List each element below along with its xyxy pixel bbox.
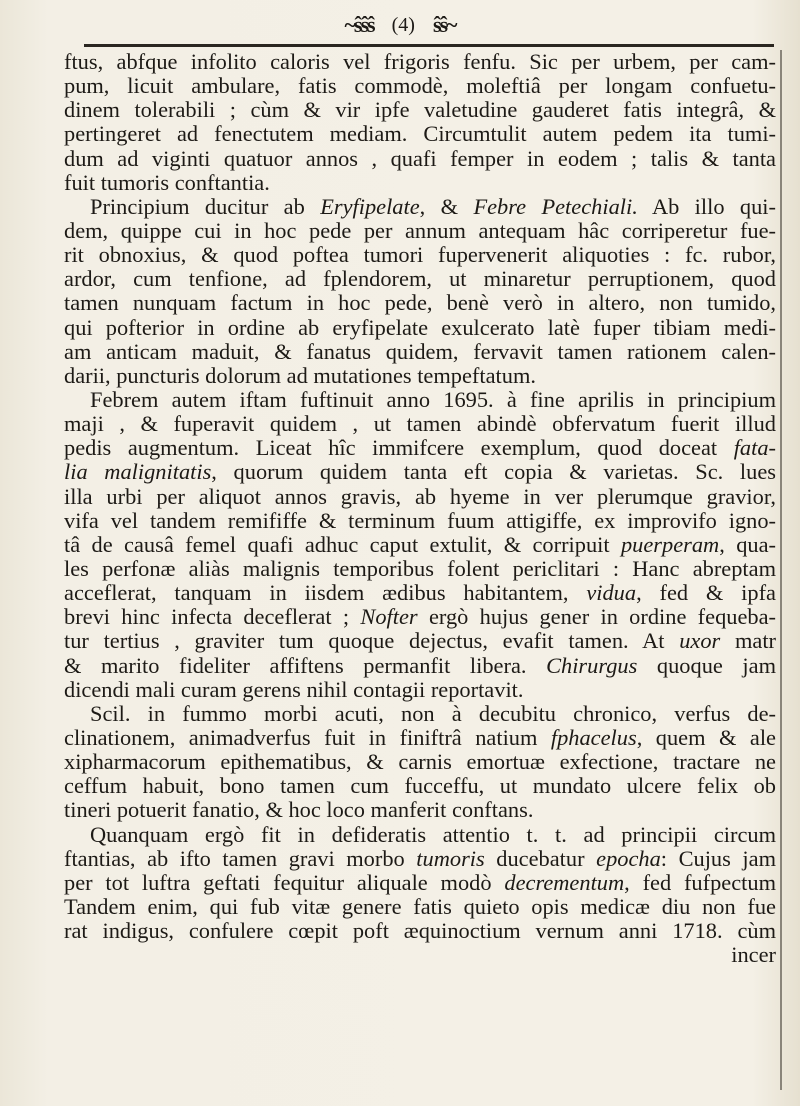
- text-run: Principium ducitur ab: [90, 193, 321, 219]
- text-line: [64, 702, 776, 726]
- italic-term: lia malignitatis: [64, 459, 212, 485]
- text-run: ftus, abfque infolito caloris vel frigoris fenfu. Sic per urbem, per cam-: [64, 49, 776, 74]
- header-rule: [84, 44, 774, 47]
- text-run: brevi hinc infecta deceflerat ;: [64, 604, 361, 630]
- italic-term: vidua: [586, 580, 637, 606]
- text-run: clinationem, animadverfus fuit in finiftrâ natium: [64, 724, 551, 750]
- text-run: rat indigus, confulere cœpit poft æquinoctium vernum anni 1718. cùm: [64, 918, 776, 944]
- text-run: acceflerat, tanquam in iisdem ædibus habitantem,: [64, 580, 587, 606]
- text-line: [64, 436, 776, 460]
- text-line: [64, 219, 776, 243]
- text-line: [64, 943, 776, 967]
- text-line: [64, 485, 776, 509]
- page-edge-shadow: [780, 50, 782, 1090]
- text-run: Tandem enim, qui fub vitæ genere fatis quieto opis medicæ diu non fue: [64, 893, 776, 919]
- text-line: [64, 895, 776, 919]
- italic-term: puerperam: [620, 531, 720, 557]
- text-line: [64, 605, 776, 629]
- text-run: rit obnoxius, & quod poftea tumori fupervenerit aliquoties : fc. rubor,: [64, 242, 776, 268]
- text-run: Quanquam ergò fit in defideratis attentio t. t. ad principii circum: [90, 821, 776, 847]
- text-line: [64, 267, 776, 291]
- italic-term: decrementum: [504, 869, 625, 895]
- text-line: [64, 98, 776, 122]
- page-number: (4): [391, 13, 415, 36]
- text-run: tineri potuerit fanatio, & hoc loco manferit conftans.: [64, 797, 534, 823]
- text-run: xipharmacorum epithematibus, & carnis emortuæ exfectione, tractare ne: [64, 749, 776, 775]
- italic-term: tumoris: [416, 845, 485, 871]
- text-line: [64, 50, 776, 74]
- body-text: [64, 50, 776, 967]
- italic-term: Nofter: [360, 604, 418, 630]
- text-line: [64, 122, 776, 146]
- text-line: [64, 726, 776, 750]
- text-run: tamen nunquam factum in hoc pede, benè verò in altero, non tumido,: [64, 290, 776, 316]
- text-line: [64, 798, 776, 822]
- text-line: [64, 74, 776, 98]
- italic-term: fphacelus: [550, 724, 637, 750]
- text-line: [64, 291, 776, 315]
- text-run: darii, puncturis dolorum ad mutationes tempeftatum.: [64, 362, 536, 388]
- text-line: [64, 919, 776, 943]
- italic-term: Eryfipelate: [320, 193, 420, 219]
- text-run: ducebatur: [484, 845, 597, 871]
- text-run: , quem & ale: [636, 724, 776, 750]
- text-line: [64, 364, 776, 388]
- text-line: [64, 147, 776, 171]
- text-run: ardor, cum tenfione, ad fplendorem, ut minaretur perruptionem, quod: [64, 266, 776, 292]
- text-run: les perfonæ aliàs malignis temporibus folent periclitari : Hanc abreptam: [64, 555, 776, 581]
- text-run: incer: [731, 942, 776, 968]
- text-run: , &: [419, 193, 474, 219]
- text-line: [64, 509, 776, 533]
- text-line: [64, 195, 776, 219]
- text-line: [64, 557, 776, 581]
- text-run: am anticam maduit, & fanatus quidem, fervavit tamen rationem calen-: [64, 338, 776, 364]
- text-run: qui pofterior in ordine ab eryfipelate exulcerato latè fuper tibiam medi-: [64, 314, 776, 340]
- text-run: vifa vel tandem remififfe & terminum fuum attigiffe, ex improvifo igno-: [64, 507, 776, 533]
- text-line: [64, 678, 776, 702]
- text-run: per tot luftra geftati fequitur aliquale modò: [64, 869, 505, 895]
- text-run: : Cujus jam: [660, 845, 776, 871]
- text-line: [64, 750, 776, 774]
- text-line: [64, 243, 776, 267]
- text-run: dinem tolerabili ; cùm & vir ipfe valetudine gauderet fatis integrâ, &: [64, 97, 776, 123]
- italic-term: Chirurgus: [546, 652, 638, 678]
- text-run: , quorum quidem tanta eft copia & varietas. Sc. lues: [211, 459, 776, 485]
- text-line: [64, 774, 776, 798]
- text-run: illa urbi per aliquot annos gravis, ab hyeme in ver plerumque gravior,: [64, 483, 776, 509]
- text-run: fuit tumoris conftantia.: [64, 169, 270, 195]
- text-line: [64, 412, 776, 436]
- italic-term: uxor: [679, 628, 721, 654]
- text-line: [64, 629, 776, 653]
- italic-term: epocha: [596, 845, 661, 871]
- text-line: [64, 533, 776, 557]
- header-ornament-right: ŝŝ~: [432, 12, 456, 37]
- text-line: [64, 388, 776, 412]
- text-run: ergò hujus gener in ordine fequeba-: [417, 604, 776, 630]
- text-run: tur tertius , graviter tum quoque dejectus, evafit tamen. At: [64, 628, 680, 654]
- text-run: Ab illo qui-: [637, 193, 776, 219]
- text-run: maji , & fuperavit quidem , ut tamen abindè obfervatum fuerit illud: [64, 411, 776, 437]
- header-ornament-left: ~ŝŝŝ: [344, 12, 374, 37]
- text-run: tâ de causâ femel quafi adhuc caput extulit, & corripuit: [64, 531, 621, 557]
- page-header: [0, 12, 800, 44]
- text-line: [64, 460, 776, 484]
- text-run: , fed fufpectum: [624, 869, 776, 895]
- text-line: [64, 316, 776, 340]
- text-run: Febrem autem iftam fuftinuit anno 1695. à fine aprilis in principium: [90, 386, 776, 412]
- text-run: pum, licuit ambulare, fatis commodè, moleftiâ per longam confuetu-: [64, 73, 776, 99]
- text-run: ceffum habuit, bono tamen cum fucceffu, ut mundato ulcere felix ob: [64, 773, 776, 799]
- italic-term: Febre Petechiali.: [473, 193, 638, 219]
- text-run: quoque jam: [637, 652, 776, 678]
- text-run: pedis augmentum. Liceat hîc immifcere exemplum, quod doceat: [64, 435, 734, 461]
- italic-term: fata-: [733, 435, 776, 461]
- text-run: dem, quippe cui in hoc pede per annum antequam hâc corriperetur fue-: [64, 217, 776, 243]
- text-run: dicendi mali curam gerens nihil contagii reportavit.: [64, 676, 524, 702]
- text-run: , fed & ipfa: [636, 580, 776, 606]
- text-run: ftantias, ab ifto tamen gravi morbo: [64, 845, 417, 871]
- text-run: , qua-: [719, 531, 776, 557]
- text-line: [64, 823, 776, 847]
- text-line: [64, 171, 776, 195]
- text-run: matr: [720, 628, 776, 654]
- text-line: [64, 581, 776, 605]
- text-run: & marito fideliter affiftens permanfit libera.: [64, 652, 547, 678]
- text-run: dum ad viginti quatuor annos , quafi femper in eodem ; talis & tanta: [64, 145, 776, 171]
- text-line: [64, 654, 776, 678]
- text-line: [64, 871, 776, 895]
- text-line: [64, 847, 776, 871]
- text-run: pertingeret ad fenectutem mediam. Circumtulit autem pedem ita tumi-: [64, 121, 776, 147]
- text-line: [64, 340, 776, 364]
- text-run: Scil. in fummo morbi acuti, non à decubitu chronico, verfus de-: [90, 700, 776, 726]
